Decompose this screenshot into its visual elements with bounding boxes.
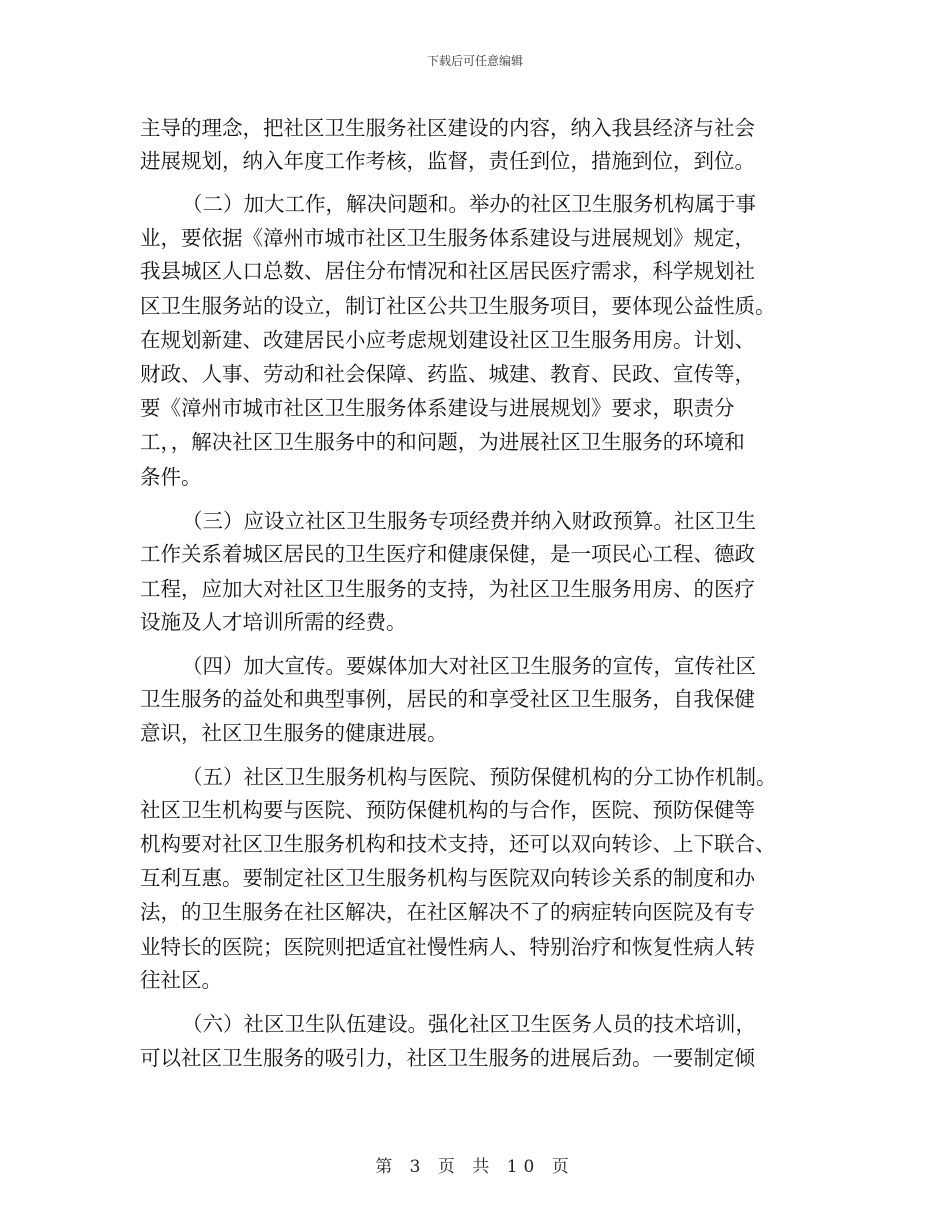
text-line: 业特长的医院；医院则把适宜社慢性病人、特别治疗和恢复性病人转: [140, 935, 755, 959]
text-line: 往社区。: [140, 968, 222, 992]
text-line: 条件。: [140, 465, 202, 489]
text-line: 工作关系着城区居民的卫生医疗和健康保健，是一项民心工程、德政: [140, 542, 755, 566]
text-line: 进展规划，纳入年度工作考核，监督，责任到位，措施到位，到位。: [140, 149, 755, 173]
page-header: 下载后可任意编辑: [426, 54, 523, 68]
text-line: 工，，解决社区卫生服务中的和问题，为进展社区卫生服务的环境和: [140, 430, 745, 454]
text-line: 工程，应加大对社区卫生服务的支持，为社区卫生服务用房、的医疗: [140, 577, 755, 601]
text-line: 财政、人事、劳动和社会保障、药监、城建、教育、民政、宣传等，: [140, 362, 755, 386]
text-line: （五）社区卫生服务机构与医院、预防保健机构的分工协作机制。: [182, 765, 777, 789]
text-line: 要《漳州市城市社区卫生服务体系建设与进展规划》要求，职责分: [140, 396, 735, 420]
text-line: 业，要依据《漳州市城市社区卫生服务体系建设与进展规划》规定，: [140, 226, 755, 250]
text-line: 我县城区人口总数、居住分布情况和社区居民医疗需求，科学规划社: [140, 259, 755, 283]
text-line: 社区卫生机构要与医院、预防保健机构的与合作，医院、预防保健等: [140, 798, 755, 822]
text-line: （四）加大宣传。要媒体加大对社区卫生服务的宣传，宣传社区: [182, 654, 756, 678]
text-line: 可以社区卫生服务的吸引力，社区卫生服务的进展后劲。一要制定倾: [140, 1046, 755, 1070]
text-line: 区卫生服务站的设立，制订社区公共卫生服务项目，要体现公益性质。: [140, 294, 776, 318]
text-line: 主导的理念，把社区卫生服务社区建设的内容，纳入我县经济与社会: [140, 116, 755, 140]
text-line: （六）社区卫生队伍建设。强化社区卫生医务人员的技术培训，: [182, 1012, 756, 1036]
text-line: 在规划新建、改建居民小应考虑规划建设社区卫生服务用房。计划、: [140, 328, 755, 352]
text-line: 卫生服务的益处和典型事例，居民的和享受社区卫生服务，自我保健: [140, 687, 755, 711]
text-line: 设施及人才培训所需的经费。: [140, 610, 407, 634]
text-line: （二）加大工作，解决问题和。举办的社区卫生服务机构属于事: [182, 192, 756, 216]
page-footer: 第 3 页 共 10 页: [375, 1157, 575, 1177]
text-line: 意识，社区卫生服务的健康进展。: [140, 721, 448, 745]
text-line: 互利互惠。要制定社区卫生服务机构与医院双向转诊关系的制度和办: [140, 866, 755, 890]
text-line: 机构要对社区卫生服务机构和技术支持，还可以双向转诊、上下联合、: [140, 832, 776, 856]
text-line: 法，的卫生服务在社区解决，在社区解决不了的病症转向医院及有专: [140, 900, 755, 924]
text-line: （三）应设立社区卫生服务专项经费并纳入财政预算。社区卫生: [182, 509, 756, 533]
